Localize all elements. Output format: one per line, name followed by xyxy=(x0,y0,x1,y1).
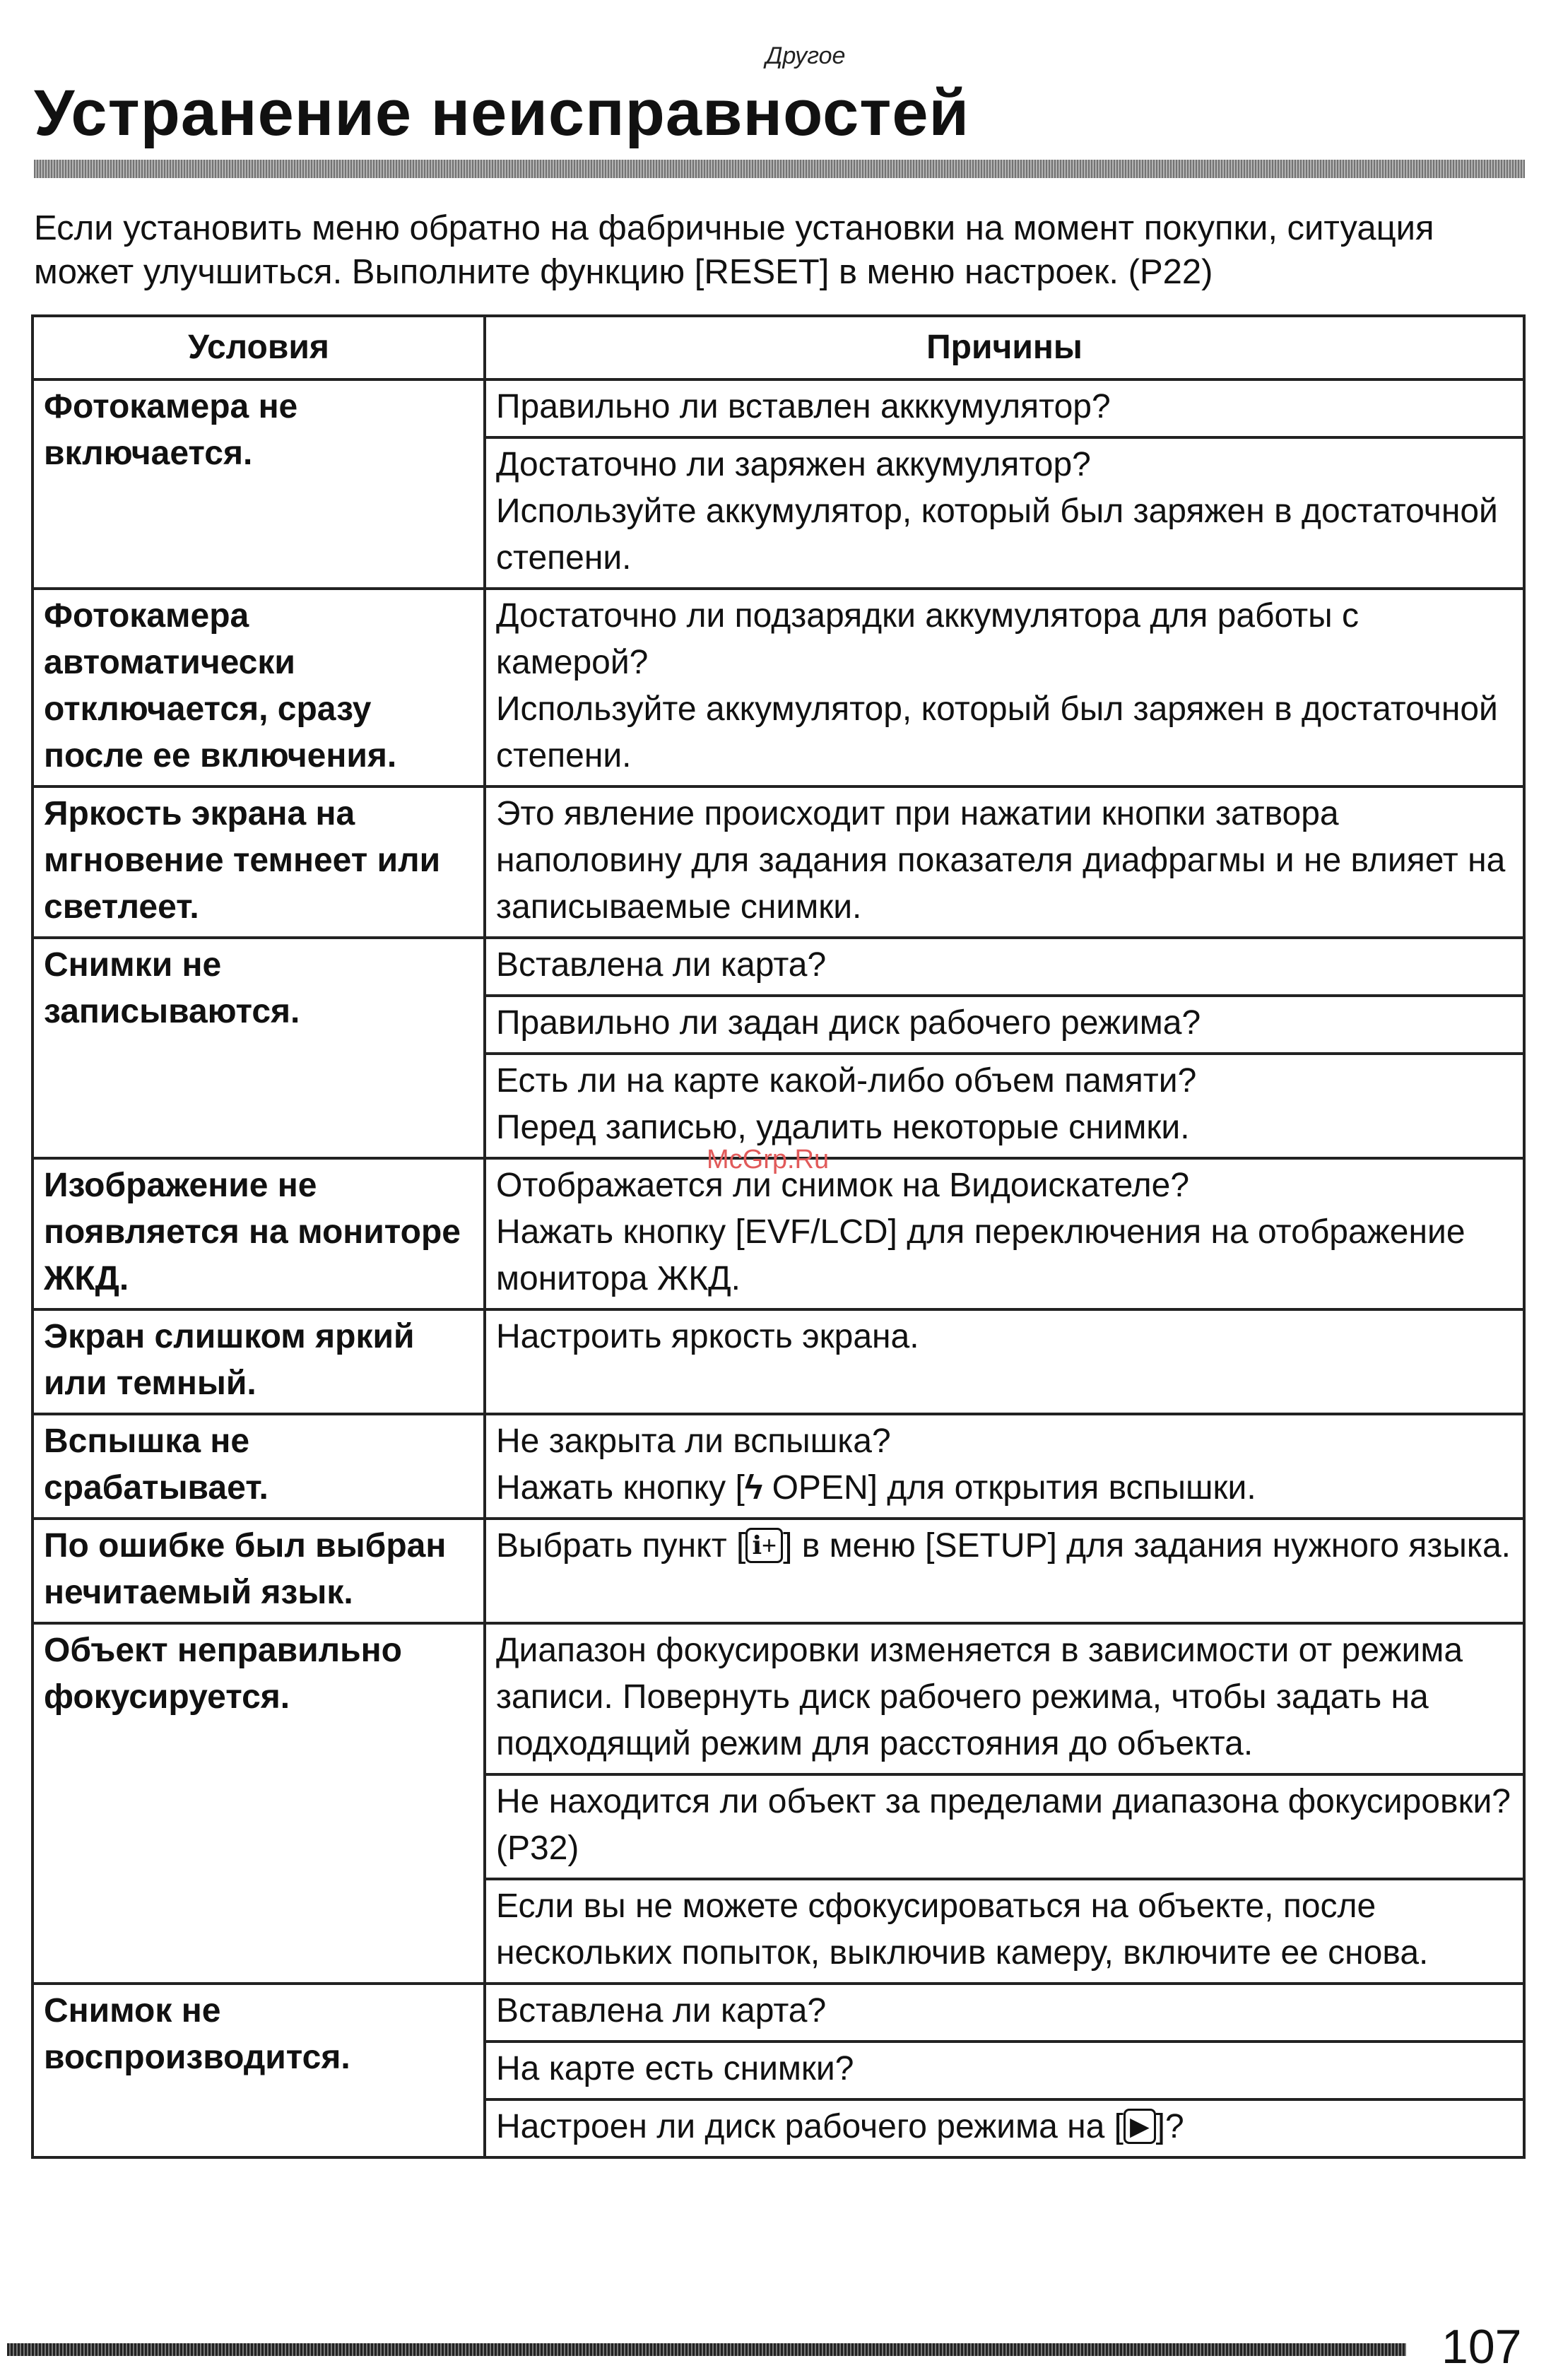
condition-cell: Изображение не появляется на мониторе ЖКД. xyxy=(33,1158,485,1309)
cause-line: На карте есть снимки? xyxy=(496,2050,854,2087)
condition-cell: Вспышка не срабатывает. xyxy=(33,1414,485,1519)
cause-line: Правильно ли вставлен акккумулятор? xyxy=(496,388,1111,425)
cause-line: Достаточно ли заряжен аккумулятор? xyxy=(496,446,1091,483)
cause-cell xyxy=(485,1519,1524,1623)
cause-line xyxy=(496,1465,1513,1512)
cause-line: Вставлена ли карта? xyxy=(496,1992,827,2030)
table-row xyxy=(33,787,1524,938)
table-row xyxy=(33,938,1524,996)
table-row xyxy=(33,1309,1524,1414)
cause-cell xyxy=(485,1158,1524,1309)
cause-cell xyxy=(485,1984,1524,2042)
cause-text: Выбрать пункт [ xyxy=(496,1527,746,1565)
cause-line: Не закрыта ли вспышка? xyxy=(496,1422,891,1460)
troubleshooting-table xyxy=(31,314,1526,2159)
cause-line xyxy=(496,2104,1513,2150)
cause-line: Настроить яркость экрана. xyxy=(496,1318,919,1355)
cause-line: Нажать кнопку [EVF/LCD] для переключения на отображение монитора ЖКД. xyxy=(496,1213,1466,1297)
condition-cell: Объект неправильно фокусируется. xyxy=(33,1623,485,1984)
language-icon: ℹ+ xyxy=(745,1528,783,1563)
cause-text: Настроен ли диск рабочего режима на [ xyxy=(496,2108,1124,2145)
table-header-row xyxy=(33,316,1524,379)
table-body xyxy=(33,379,1524,2157)
condition-cell: Фотокамера автоматически отключается, сразу после ее включения. xyxy=(33,589,485,787)
cause-cell xyxy=(485,787,1524,938)
cause-line: Отображается ли снимок на Видоискателе? xyxy=(496,1167,1190,1204)
cause-cell xyxy=(485,2042,1524,2099)
table-row xyxy=(33,1519,1524,1623)
cause-cell xyxy=(485,1623,1524,1774)
cause-cell xyxy=(485,437,1524,589)
condition-cell: По ошибке был выбран нечитаемый язык. xyxy=(33,1519,485,1623)
cause-line: Используйте аккумулятор, который был заряжен в достаточной степени. xyxy=(496,690,1498,774)
cause-cell xyxy=(485,1054,1524,1158)
footer-rule xyxy=(7,2343,1406,2356)
cause-line: Достаточно ли подзарядки аккумулятора для работы с камерой? xyxy=(496,597,1359,681)
cause-cell xyxy=(485,1774,1524,1879)
column-header-causes: Причины xyxy=(485,316,1524,379)
table-row xyxy=(33,1414,1524,1519)
cause-cell xyxy=(485,938,1524,996)
cause-line: Не находится ли объект за пределами диапазона фокусировки? (P32) xyxy=(496,1783,1511,1867)
cause-line: Есть ли на карте какой-либо объем памяти? xyxy=(496,1062,1197,1100)
table-row xyxy=(33,1158,1524,1309)
playback-icon: ▶ xyxy=(1124,2109,1156,2144)
condition-cell: Фотокамера не включается. xyxy=(33,379,485,589)
cause-cell xyxy=(485,379,1524,437)
condition-cell: Снимки не записываются. xyxy=(33,938,485,1158)
cause-line: Это явление происходит при нажатии кнопки затвора наполовину для задания показателя диафрагмы и не влияет на записываемые снимки. xyxy=(496,795,1506,926)
table-row xyxy=(33,1623,1524,1774)
title-rule xyxy=(34,160,1525,178)
cause-line: Используйте аккумулятор, который был заряжен в достаточной степени. xyxy=(496,493,1498,577)
condition-cell: Яркость экрана на мгновение темнеет или светлеет. xyxy=(33,787,485,938)
cause-text: Нажать кнопку [ xyxy=(496,1469,745,1507)
flash-icon: ϟ xyxy=(744,1469,763,1507)
table-row xyxy=(33,589,1524,787)
cause-cell xyxy=(485,996,1524,1054)
intro-paragraph: Если установить меню обратно на фабричные установки на момент покупки, ситуация может улучшиться. Выполните функцию [RESET] в меню настроек. (P22) xyxy=(34,209,1434,291)
cause-text: ] в меню [SETUP] для задания нужного языка. xyxy=(783,1527,1511,1565)
table-row xyxy=(33,1984,1524,2042)
cause-line: Правильно ли задан диск рабочего режима? xyxy=(496,1004,1201,1042)
watermark: McGrp.Ru xyxy=(707,1145,830,1174)
cause-text: ]? xyxy=(1155,2108,1184,2145)
condition-cell: Экран слишком яркий или темный. xyxy=(33,1309,485,1414)
cause-line: Вставлена ли карта? xyxy=(496,946,827,984)
cause-line: Перед записью, удалить некоторые снимки. xyxy=(496,1109,1190,1146)
column-header-conditions: Условия xyxy=(33,316,485,379)
page-title: Устранение неисправностей xyxy=(34,77,970,149)
cause-cell xyxy=(485,589,1524,787)
page-number: 107 xyxy=(1441,2320,1522,2374)
cause-cell xyxy=(485,2099,1524,2157)
cause-cell xyxy=(485,1879,1524,1984)
table-row xyxy=(33,379,1524,437)
condition-cell: Снимок не воспроизводится. xyxy=(33,1984,485,2157)
cause-line: Если вы не можете сфокусироваться на объекте, после нескольких попыток, выключив камеру, включите ее снова. xyxy=(496,1887,1429,1972)
section-label: Другое xyxy=(765,42,846,69)
cause-text: OPEN] для открытия вспышки. xyxy=(762,1469,1256,1507)
cause-line xyxy=(496,1523,1513,1569)
cause-line: Диапазон фокусировки изменяется в зависимости от режима записи. Повернуть диск рабочего режима, чтобы задать на подходящий режим для расстояния до объекта. xyxy=(496,1632,1463,1762)
cause-cell xyxy=(485,1309,1524,1414)
cause-cell xyxy=(485,1414,1524,1519)
